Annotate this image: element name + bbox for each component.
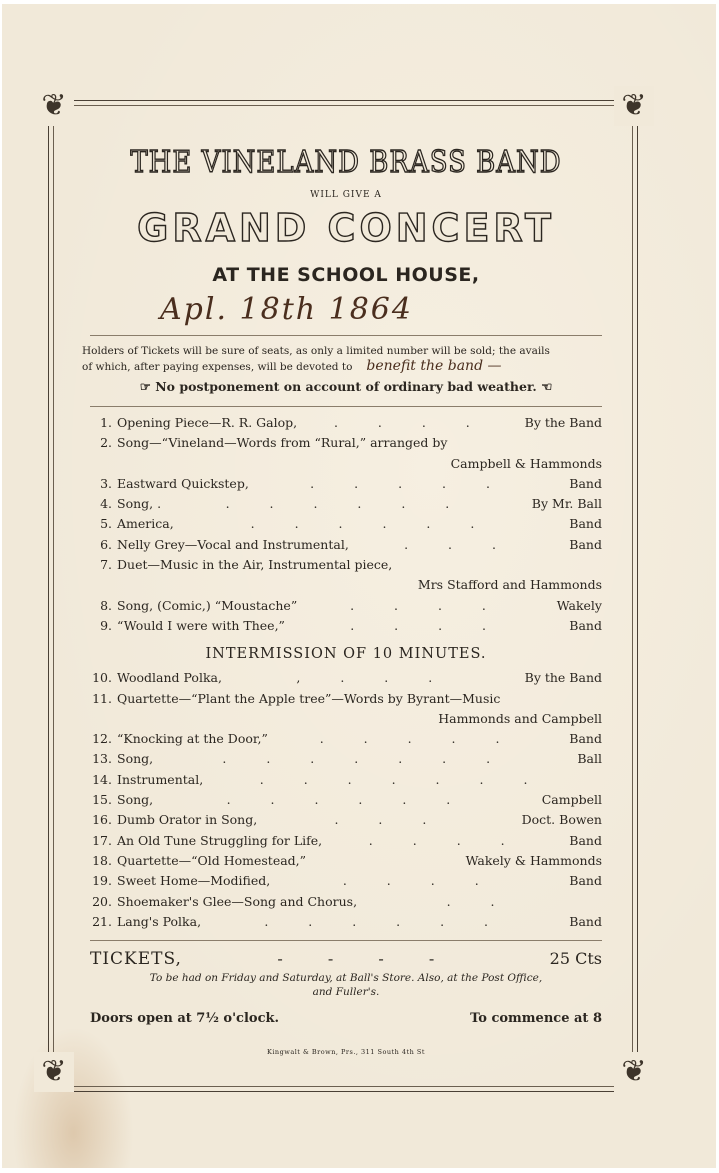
item-performer: Band [569, 832, 602, 848]
item-title: Sweet Home—Modified, [117, 873, 271, 889]
leader-dots: . . . . . . . [259, 771, 546, 787]
item-number: 17. [92, 832, 112, 848]
leader-dots: . . . . . . . [222, 751, 509, 767]
item-number: 4. [100, 496, 112, 512]
leader-dots: . . . . . . [225, 496, 468, 512]
printer-credit: Kingwalt & Brown, Prs., 311 South 4th St [267, 1048, 425, 1057]
leader-dots: . . . [334, 812, 445, 828]
sale-line: To be had on Friday and Saturday, at Ball's Store. Also, at the Post Office, [149, 972, 543, 985]
notice-line: Holders of Tickets will be sure of seats, as only a limited number will be sold; the avails [82, 345, 550, 357]
item-number: 21. [92, 913, 112, 929]
program-item [90, 853, 602, 873]
item-number: 7. [100, 557, 112, 573]
program-item [90, 598, 602, 618]
weather-notice: ☞ No postponement on account of ordinary bad weather. ☜ [139, 379, 553, 394]
item-title: Dumb Orator in Song, [117, 812, 258, 828]
notice-line [82, 359, 612, 375]
item-title: Quartette—“Plant the Apple tree”—Words by Byrant—Music [117, 690, 501, 706]
item-title: America, [117, 516, 174, 532]
item-performer: Campbell [541, 792, 602, 808]
item-performer: Wakely & Hammonds [465, 852, 602, 868]
item-performer: Band [569, 617, 602, 633]
item-number: 10. [92, 670, 112, 686]
item-number: 19. [92, 873, 112, 889]
item-title: Song, (Comic,) “Moustache” [117, 597, 298, 613]
item-number: 1. [100, 415, 112, 430]
leader-dots: . . . [404, 536, 514, 552]
item-number: 12. [92, 731, 112, 747]
corner-ornament-icon: ❦ [34, 1052, 74, 1092]
item-number: 6. [100, 536, 112, 552]
item-performer: Band [569, 475, 602, 491]
item-performer: Ball [577, 751, 602, 767]
item-performer: By Mr. Ball [531, 496, 602, 512]
item-title: Nelly Grey—Vocal and Instrumental, [117, 536, 349, 552]
program-item [90, 772, 602, 792]
program-item [90, 670, 602, 690]
item-title: Opening Piece—R. R. Galop, [117, 415, 298, 430]
program-item [90, 812, 602, 832]
handwritten-note: benefit the band — [366, 358, 502, 374]
item-title: Song, [117, 792, 154, 808]
item-title: Song—“Vineland—Words from “Rural,” arranged by [117, 435, 448, 451]
item-title: Lang's Polka, [117, 913, 202, 929]
leader-dots: . . . . [342, 873, 497, 889]
corner-ornament-icon: ❦ [614, 86, 654, 126]
item-title: Song, . [117, 496, 162, 512]
tickets-price: 25 Cts [549, 949, 602, 969]
intermission: INTERMISSION OF 10 MINUTES. [205, 646, 487, 663]
item-number: 13. [92, 751, 112, 767]
item-number: 8. [100, 597, 112, 613]
item-number: 9. [100, 617, 112, 633]
divider [90, 335, 602, 336]
leader-dots: . . . . [350, 617, 505, 633]
item-number: 20. [92, 893, 112, 909]
divider [90, 406, 602, 407]
item-number: 16. [92, 812, 112, 828]
item-title: Duet—Music in the Air, Instrumental piece, [117, 557, 393, 573]
item-number: 11. [92, 690, 112, 706]
leader-dots: . . . . [350, 597, 504, 613]
program-item [90, 435, 602, 455]
commence-time: To commence at 8 [470, 1011, 602, 1027]
item-performer: Campbell & Hammonds [450, 455, 602, 471]
leader-dots: . . . . . [319, 731, 518, 747]
handwritten-date: Apl. 18th 1864 [160, 292, 413, 327]
leader-dots: . . [446, 893, 513, 909]
program-item [90, 894, 602, 914]
will-give: WILL GIVE A [310, 190, 382, 200]
item-performer: Band [569, 516, 602, 532]
program-item [90, 731, 602, 751]
program-item [90, 516, 602, 536]
item-performer: Band [569, 913, 602, 929]
item-number: 15. [92, 792, 112, 808]
program-item [90, 914, 602, 934]
tickets-dashes: - - - - [277, 949, 455, 969]
program-item [90, 415, 602, 435]
divider [90, 940, 602, 941]
item-title: Eastward Quickstep, [117, 475, 249, 491]
leader-dots: , . . . [296, 670, 451, 686]
item-performer: Band [569, 536, 602, 552]
item-performer: Band [569, 873, 602, 889]
item-title: Woodland Polka, [117, 670, 222, 686]
leader-dots: . . . . . . [250, 516, 493, 532]
program-item [90, 476, 602, 496]
program-part-1 [90, 415, 602, 638]
leader-dots: . . . . . [310, 475, 508, 491]
program-item [90, 792, 602, 812]
item-number: 14. [92, 771, 112, 787]
tickets-label: TICKETS, [90, 949, 182, 970]
leader-dots: . . . . . . [264, 913, 507, 929]
item-title: An Old Tune Struggling for Life, [117, 832, 323, 848]
item-title: Instrumental, [117, 771, 204, 787]
ticket-sale-info [90, 971, 602, 999]
program-item [90, 557, 602, 577]
program-item [90, 691, 602, 711]
sale-line: and Fuller's. [312, 986, 380, 999]
tickets-row [90, 949, 602, 969]
band-title: THE VINELAND BRASS BAND [130, 145, 562, 181]
doors-open: Doors open at 7½ o'clock. [90, 1011, 280, 1027]
notice-text: of which, after paying expenses, will be devoted to [82, 361, 353, 373]
item-performer: Doct. Bowen [521, 812, 602, 828]
corner-ornament-icon: ❦ [614, 1052, 654, 1092]
event-title: GRAND CONCERT [137, 206, 555, 250]
venue: AT THE SCHOOL HOUSE, [212, 264, 480, 286]
leader-dots: . . . . [368, 832, 523, 848]
leader-dots: . . . . [333, 415, 488, 430]
program-item [90, 618, 602, 638]
item-title: Shoemaker's Glee—Song and Chorus, [117, 893, 358, 909]
doors-row [90, 1011, 602, 1026]
item-performer: Wakely [556, 597, 602, 613]
item-title: Quartette—“Old Homestead,” [117, 852, 307, 868]
item-number: 3. [100, 475, 112, 491]
program-item [90, 537, 602, 557]
corner-ornament-icon: ❦ [34, 86, 74, 126]
ticket-notice [82, 344, 612, 375]
program-item [90, 873, 602, 893]
item-title: “Knocking at the Door,” [117, 731, 268, 747]
item-performer: Hammonds and Campbell [438, 710, 602, 726]
item-number: 2. [100, 435, 112, 451]
program-item [90, 751, 602, 771]
program-item [90, 833, 602, 853]
item-number: 5. [100, 516, 112, 532]
item-number: 18. [92, 852, 112, 868]
item-performer: By the Band [524, 670, 602, 686]
item-performer: Band [569, 731, 602, 747]
item-title: Song, [117, 751, 154, 767]
item-title: “Would I were with Thee,” [117, 617, 285, 633]
item-performer: By the Band [524, 415, 602, 430]
program-part-2 [90, 670, 602, 934]
program-item [90, 496, 602, 516]
leader-dots: . . . . . . [226, 792, 469, 808]
item-performer: Mrs Stafford and Hammonds [417, 577, 602, 593]
handbill-content [82, 140, 602, 1057]
